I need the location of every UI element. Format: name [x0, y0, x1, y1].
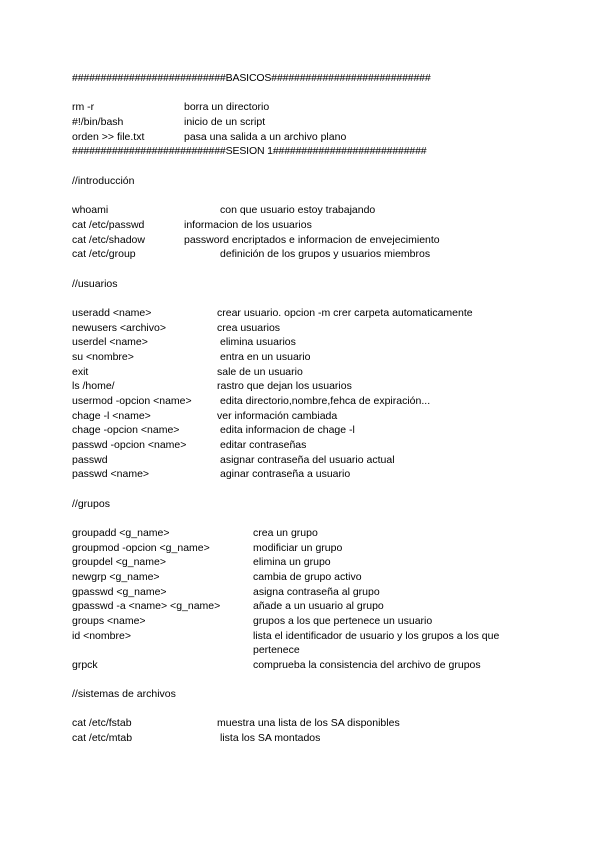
- description-text: muestra una lista de los SA disponibles: [217, 717, 400, 729]
- command-text: ls /home/: [72, 380, 115, 392]
- command-text: cat /etc/shadow: [72, 234, 145, 246]
- command-text: passwd -opcion <name>: [72, 439, 187, 451]
- section-title-usuarios: //usuarios: [72, 278, 118, 290]
- description-text: comprueba la consistencia del archivo de grupos: [253, 659, 481, 671]
- section-title-grupos: //grupos: [72, 498, 110, 510]
- description-text: elimina un grupo: [253, 556, 331, 568]
- description-text: rastro que dejan los usuarios: [217, 380, 352, 392]
- description-text: crear usuario. opcion -m crer carpeta automaticamente: [217, 307, 473, 319]
- description-text: ver información cambiada: [217, 410, 338, 422]
- command-text: userdel <name>: [72, 336, 148, 348]
- description-text: borra un directorio: [184, 101, 270, 113]
- description-text: editar contraseñas: [220, 439, 307, 451]
- description-continuation: pertenece: [253, 644, 300, 656]
- command-text: #!/bin/bash: [72, 116, 124, 128]
- command-text: newgrp <g_name>: [72, 571, 160, 583]
- command-text: passwd <name>: [72, 468, 150, 480]
- description-text: informacion de los usuarios: [184, 219, 312, 231]
- description-text: pasa una salida a un archivo plano: [184, 131, 347, 143]
- description-text: edita directorio,nombre,fehca de expiración...: [220, 395, 431, 407]
- section-title-introduccion: //introducción: [72, 175, 135, 187]
- command-text: newusers <archivo>: [72, 322, 166, 334]
- command-text: cat /etc/mtab: [72, 732, 133, 744]
- description-text: lista los SA montados: [220, 732, 321, 744]
- description-text: asignar contraseña del usuario actual: [220, 454, 395, 466]
- command-text: usermod -opcion <name>: [72, 395, 192, 407]
- command-text: groupdel <g_name>: [72, 556, 166, 568]
- description-text: asigna contraseña al grupo: [253, 586, 380, 598]
- command-text: useradd <name>: [72, 307, 152, 319]
- command-text: cat /etc/passwd: [72, 219, 145, 231]
- description-text: sale de un usuario: [217, 366, 303, 378]
- command-text: groupadd <g_name>: [72, 527, 170, 539]
- command-text: gpasswd <g_name>: [72, 586, 167, 598]
- description-text: aginar contraseña a usuario: [220, 468, 351, 480]
- command-text: chage -opcion <name>: [72, 424, 180, 436]
- description-text: lista el identificador de usuario y los grupos a los que: [253, 630, 500, 642]
- command-text: whoami: [72, 204, 109, 216]
- command-text: grpck: [72, 659, 98, 671]
- command-text: chage -l <name>: [72, 410, 151, 422]
- description-text: password encriptados e informacion de envejecimiento: [184, 234, 440, 246]
- section-title-sistemas: //sistemas de archivos: [72, 688, 176, 700]
- command-text: exit: [72, 366, 89, 378]
- command-text: orden >> file.txt: [72, 131, 145, 143]
- command-text: groups <name>: [72, 615, 146, 627]
- command-text: rm -r: [72, 101, 95, 113]
- command-text: cat /etc/group: [72, 248, 136, 260]
- description-text: crea un grupo: [253, 527, 318, 539]
- description-text: inicio de un script: [184, 116, 266, 128]
- command-text: gpasswd -a <name> <g_name>: [72, 600, 221, 612]
- description-text: edita informacion de chage -l: [220, 424, 355, 436]
- header-basicos: ###########################BASICOS############################: [72, 72, 431, 84]
- description-text: añade a un usuario al grupo: [253, 600, 384, 612]
- description-text: elimina usuarios: [220, 336, 296, 348]
- description-text: crea usuarios: [217, 322, 281, 334]
- command-text: id <nombre>: [72, 630, 131, 642]
- description-text: modificiar un grupo: [253, 542, 343, 554]
- description-text: entra en un usuario: [220, 351, 311, 363]
- command-text: passwd: [72, 454, 108, 466]
- description-text: definición de los grupos y usuarios miembros: [220, 248, 431, 260]
- command-text: cat /etc/fstab: [72, 717, 132, 729]
- command-text: su <nombre>: [72, 351, 134, 363]
- description-text: con que usuario estoy trabajando: [220, 204, 376, 216]
- command-text: groupmod -opcion <g_name>: [72, 542, 210, 554]
- header-sesion-1: ###########################SESION 1###########################: [72, 145, 427, 157]
- description-text: cambia de grupo activo: [253, 571, 362, 583]
- description-text: grupos a los que pertenece un usuario: [253, 615, 433, 627]
